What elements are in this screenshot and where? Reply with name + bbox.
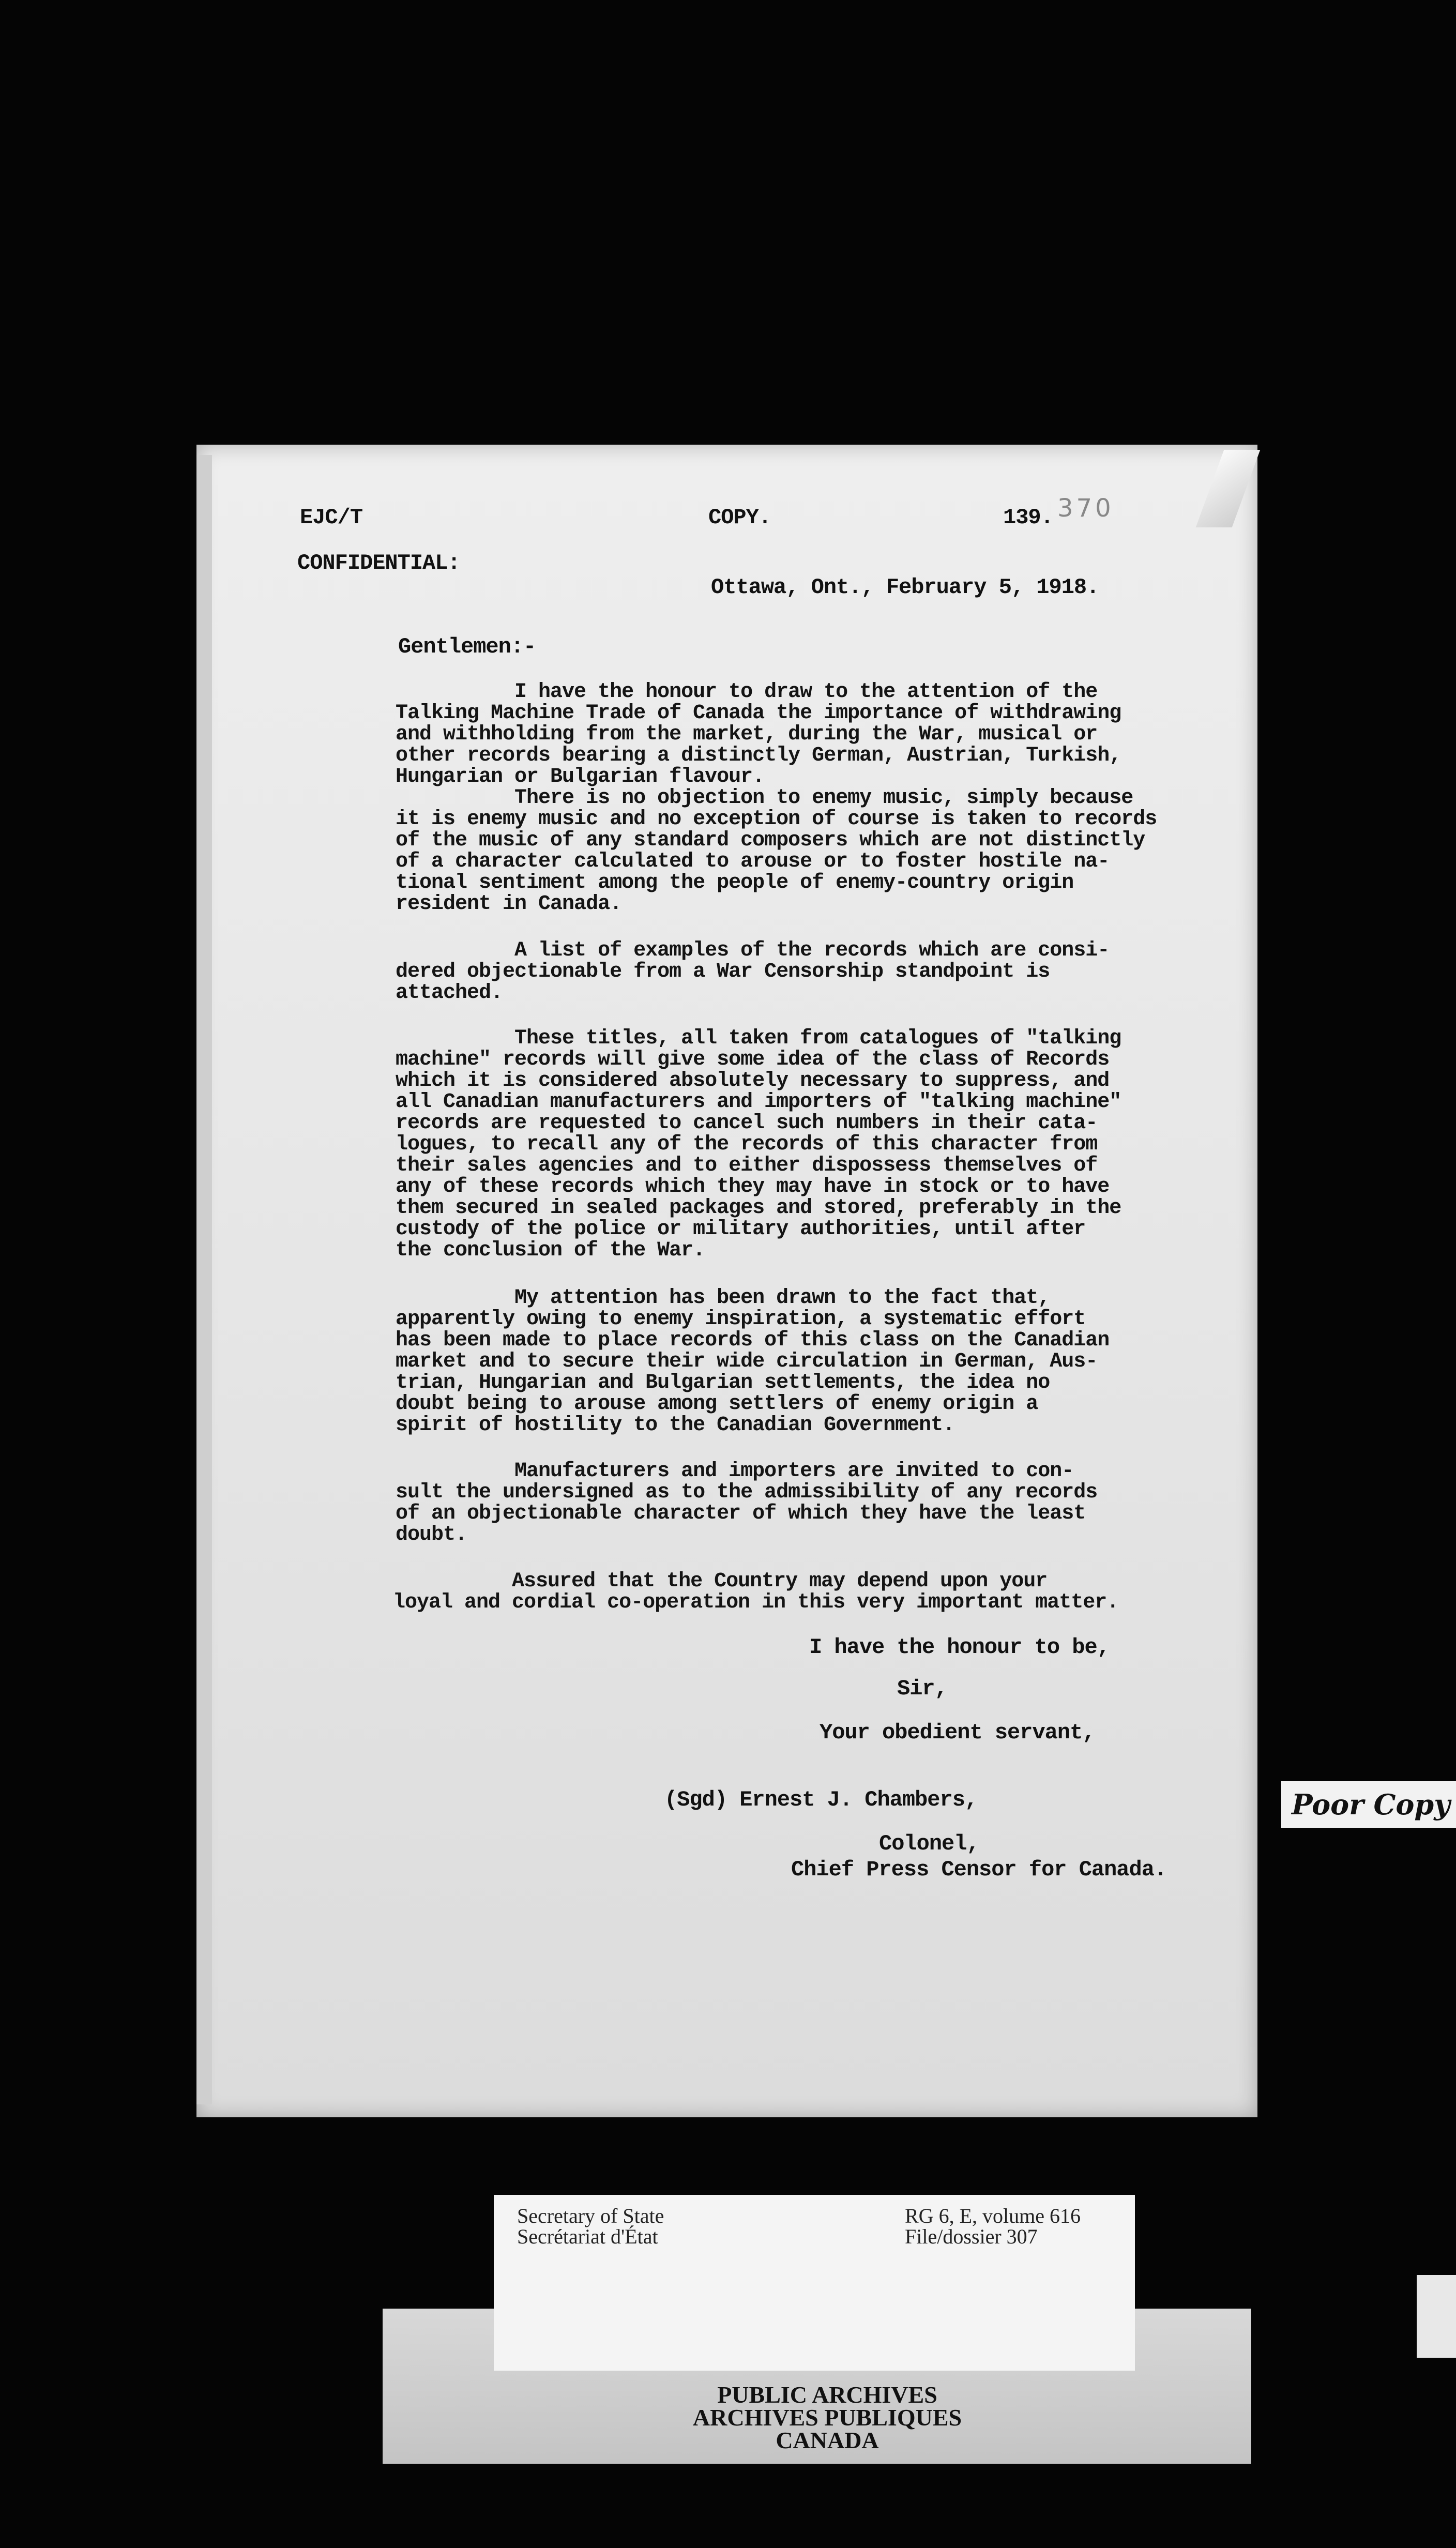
paragraph-2: A list of examples of the records which are consi- dered objectionable from a War Censorship standpoint is attached.: [396, 939, 1110, 1005]
poor-copy-note: Poor Copy: [1281, 1781, 1456, 1828]
signatory-rank: Colonel,: [879, 1831, 979, 1856]
archive-stamp-line-2: ARCHIVES PUBLIQUES: [692, 2404, 962, 2431]
closing-sir: Sir,: [897, 1676, 947, 1701]
paragraph-4: My attention has been drawn to the fact that, apparently owing to enemy inspiration, a systematic effort has been made to place records of this class on the Canadian market and to secure their wide circulation in German, Aus- trian, Hungarian and Bulgarian settlements, the idea no doubt being to arouse among settlers of enemy origin a spirit of hostility to the Canadian Government.: [396, 1286, 1110, 1437]
archive-stamp: [620, 2384, 1034, 2452]
label-ref-file: File/dossier 307: [905, 2225, 1038, 2248]
label-dept-fr: Secrétariat d'État: [517, 2225, 658, 2248]
paragraph-5: Manufacturers and importers are invited to con- sult the undersigned as to the admissibility of any records of an objectionable character of which they have the least doubt.: [396, 1460, 1098, 1546]
closing-servant: Your obedient servant,: [820, 1720, 1095, 1745]
paragraph-1: I have the honour to draw to the attention of the Talking Machine Trade of Canada the importance of withdrawing and withholding from the market, during the War, musical or other records bearing a distinctly German, Austrian, Turkish, Hungarian or Bulgarian flavour. There is no objection to enemy music, simply because it is enemy music and no exception of course is taken to records of the music of any standard composers which are not distinctly of a character calculated to arouse or to foster hostile na- tional sentiment among the people of enemy-country origin resident in Canada.: [396, 680, 1157, 916]
edge-marker: [1417, 2275, 1456, 2358]
label-dept-en: Secretary of State: [517, 2204, 664, 2227]
pencil-note: 370: [1057, 494, 1114, 523]
signatory-title: Chief Press Censor for Canada.: [791, 1857, 1167, 1882]
document-number: 139.: [1003, 505, 1053, 530]
page-edge: [196, 455, 212, 2104]
label-ref-volume: RG 6, E, volume 616: [905, 2204, 1081, 2227]
paragraph-3: These titles, all taken from catalogues of "talking machine" records will give some idea of the class of Records which it is considered absolutely necessary to suppress, and all Canadian manufacturers and importers of "talking machine" records are requested to cancel such numbers in their cata- logues, to recall any of the records of this character from their sales agencies and to either dispossess themselves of any of these records which they may have in stock or to have them secured in sealed packages and stored, preferably in the custody of the police or military authorities, until after the conclusion of the War.: [396, 1027, 1121, 1262]
salutation: Gentlemen:-: [398, 634, 536, 659]
place-date: Ottawa, Ont., February 5, 1918.: [711, 575, 1099, 600]
confidential-label: CONFIDENTIAL:: [297, 551, 460, 575]
archive-stamp-line-1: PUBLIC ARCHIVES: [717, 2382, 937, 2408]
signature: (Sgd) Ernest J. Chambers,: [664, 1787, 978, 1812]
paragraph-6: Assured that the Country may depend upon your loyal and cordial co-operation in this very important matter.: [393, 1570, 1119, 1614]
copy-label: COPY.: [708, 505, 771, 530]
closing-line: I have the honour to be,: [809, 1635, 1110, 1660]
archive-stamp-line-3: CANADA: [776, 2427, 879, 2453]
reference-code: EJC/T: [300, 505, 363, 530]
